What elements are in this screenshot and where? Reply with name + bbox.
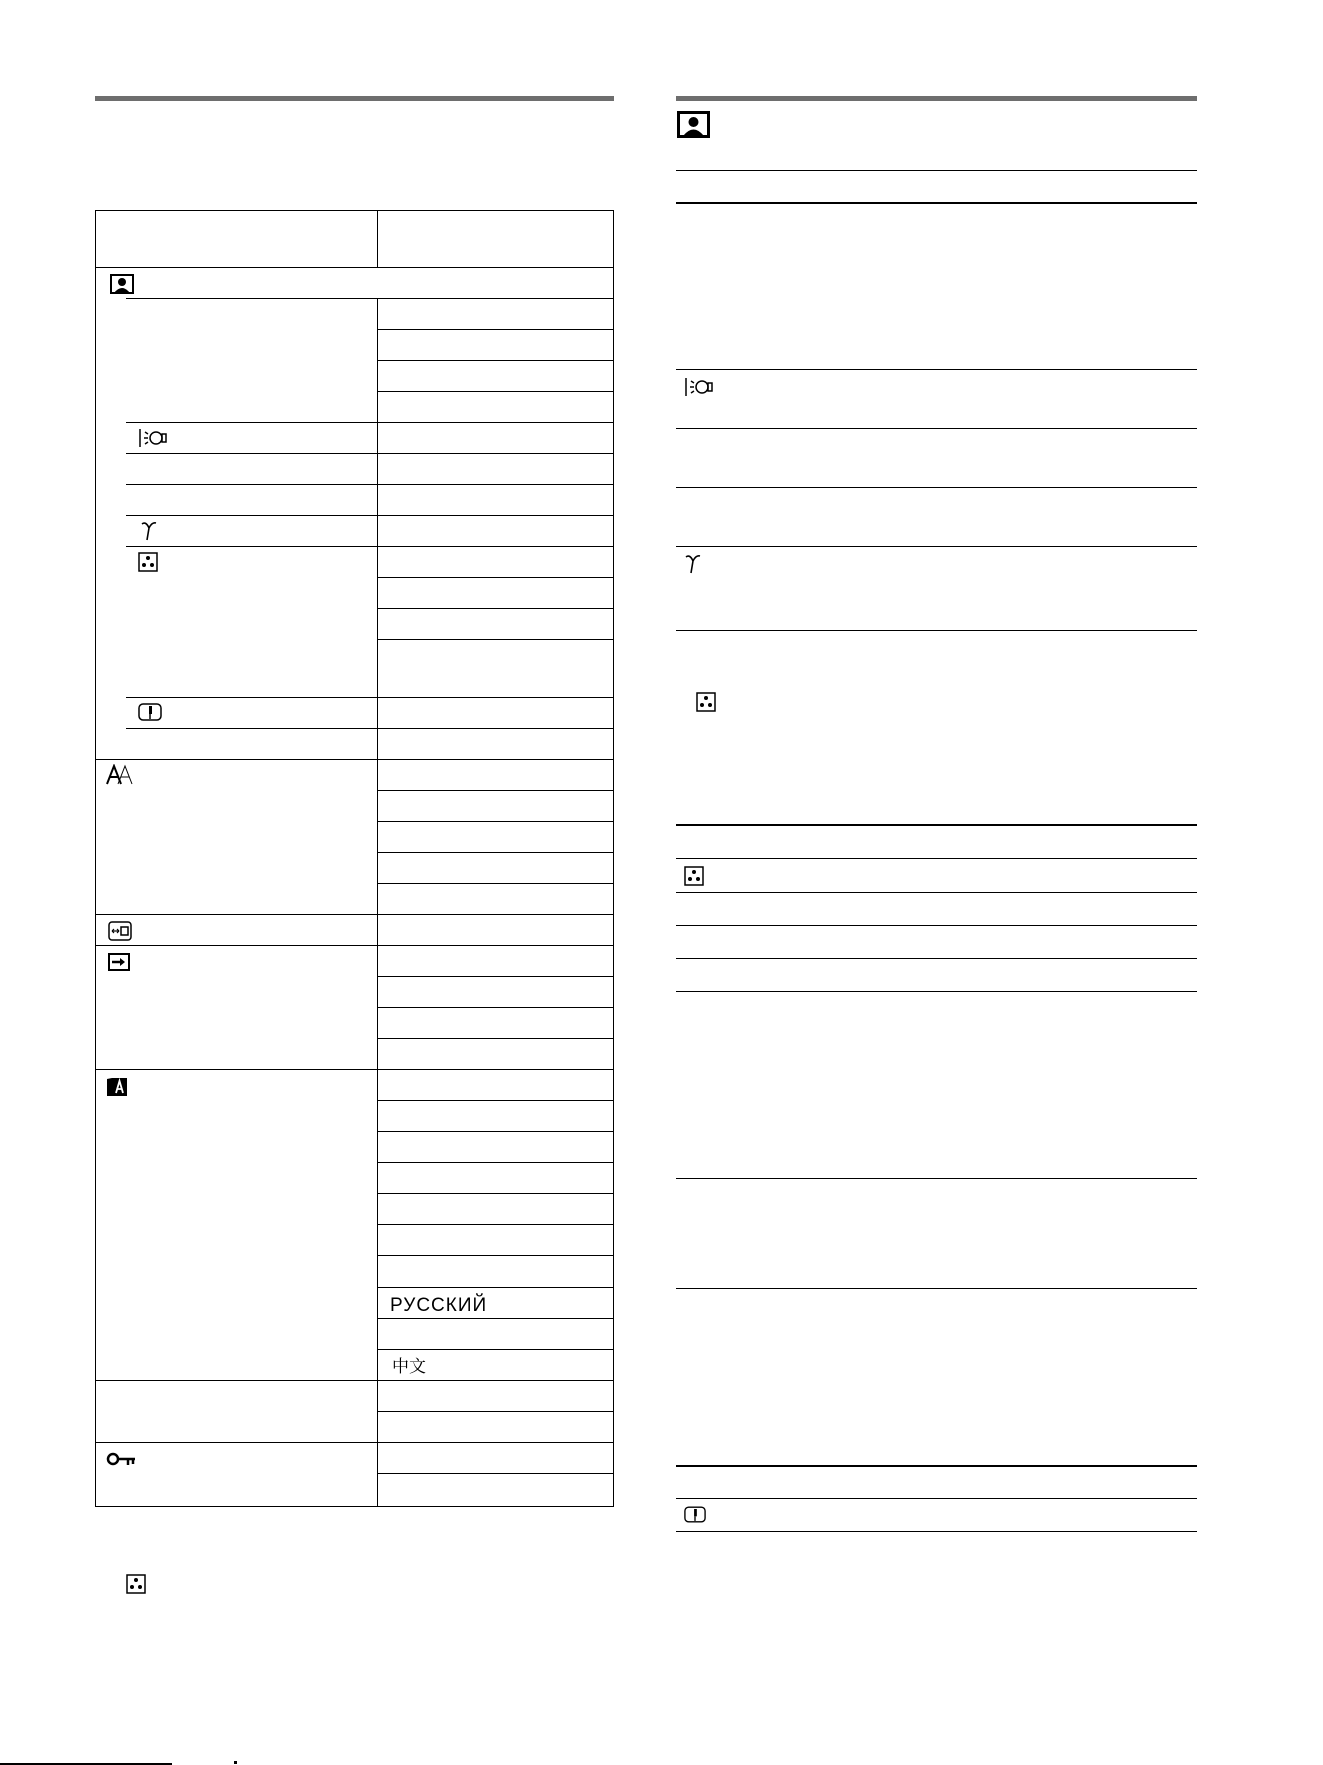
font-aa-icon [106, 764, 134, 786]
input-arrow-icon [108, 953, 130, 971]
right-header-bar [676, 96, 1197, 101]
key-lock-icon [106, 1451, 136, 1467]
sharpness-split-icon [684, 1506, 706, 1523]
left-header-bar [95, 96, 614, 101]
person-portrait-icon [110, 274, 134, 294]
three-dot-color-icon [684, 866, 704, 886]
person-portrait-icon [677, 111, 710, 138]
menu-position-icon [108, 921, 132, 941]
three-dot-color-icon [126, 1574, 146, 1594]
sharpness-split-icon [138, 703, 162, 721]
gamma-curve-icon [140, 520, 158, 542]
gamma-curve-icon [684, 553, 702, 575]
language-book-icon [106, 1077, 128, 1097]
footer-mark [234, 1761, 237, 1764]
backlight-lamp-icon [684, 377, 714, 397]
three-dot-color-icon [138, 552, 158, 572]
language-option-russian: РУССКИЙ [390, 1295, 488, 1316]
three-dot-color-icon [696, 692, 716, 712]
backlight-lamp-icon [138, 428, 168, 448]
language-option-chinese: 中文 [392, 1357, 426, 1377]
